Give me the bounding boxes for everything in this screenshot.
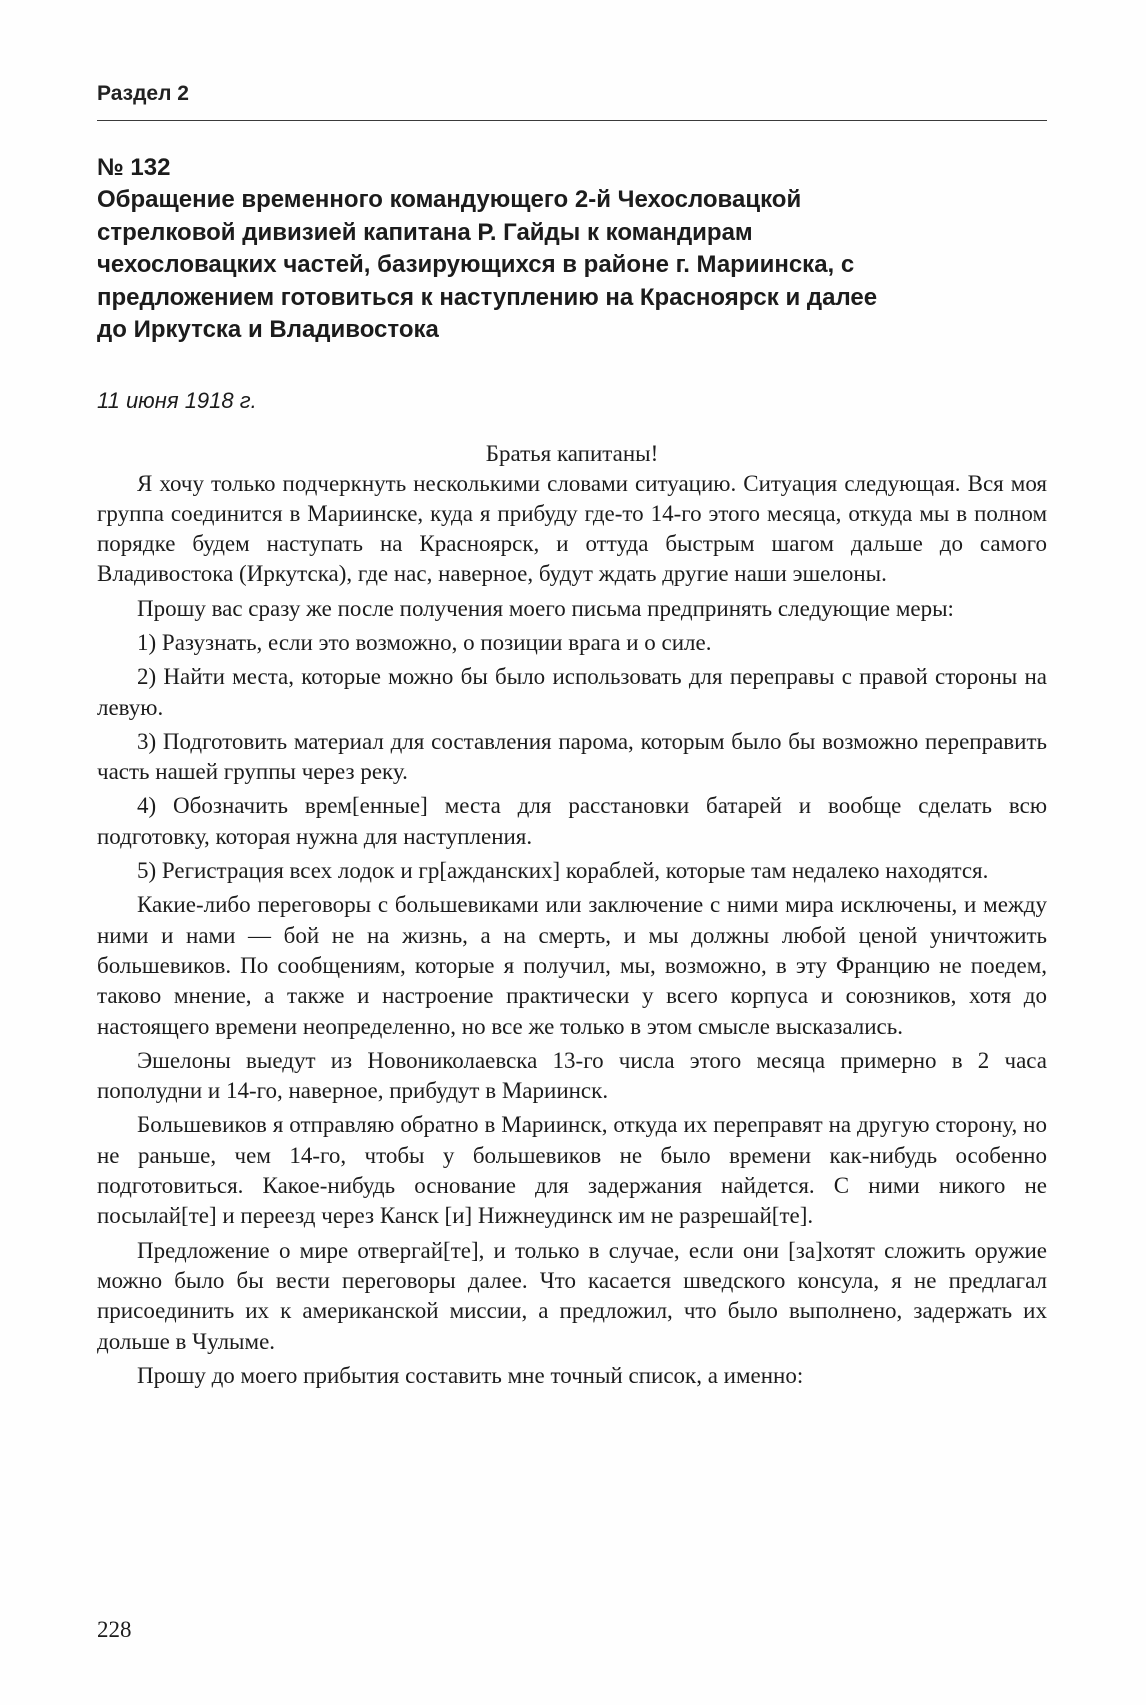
list-item: 2) Найти места, которые можно бы было использовать для переправы с правой стороны на левую. (97, 664, 1047, 720)
paragraph: Я хочу только подчеркнуть несколькими словами ситуацию. Ситуация следующая. Вся моя группа соединится в Мариинске, куда я прибуду где-то 14-го этого месяца, откуда мы в полном порядке будем наступать на Красноярск, и оттуда быстрым шагом дальше до самого Владивостока (Иркутска), где нас, наверное, будут ждать другие наши эшелоны. (97, 470, 1047, 587)
paragraph: Прошу вас сразу же после получения моего письма предпринять следующие меры: (137, 595, 954, 621)
page-number: 228 (97, 1617, 132, 1642)
list-item: 5) Регистрация всех лодок и гр[ажданских] кораблей, которые там недалеко находятся. (137, 858, 989, 884)
document-title: Обращение временного командующего 2-й Чехословацкой стрелковой дивизией капитана Р. Гайды к командирам чехословацких частей, базирующихся в районе г. Мариинска, с предложением готовиться к наступлению на Красноярск и далее до Иркутска и Владивостока (97, 186, 878, 343)
document-date: 11 июня 1918 г. (97, 387, 257, 413)
paragraph: Большевиков я отправляю обратно в Мариинск, откуда их переправят на другую сторону, но не раньше, чем 14-го, чтобы у большевиков не было времени как-нибудь особенно подготовиться. Какое-нибудь основание для задержания найдется. С ними никого не посылай[те] и переезд через Канск [и] Нижнеудинск им не разрешай[те]. (97, 1112, 1047, 1229)
document-number: № 132 (97, 154, 171, 181)
running-header (97, 80, 1047, 121)
list-item: 1) Разузнать, если это возможно, о позиции врага и о силе. (137, 629, 712, 655)
paragraph: Предложение о мире отвергай[те], и только в случае, если они [за]хотят сложить оружие можно было бы вести переговоры далее. Что касается шведского консула, я не предлагал присоединить их к американской миссии, а предложил, что было выполнено, задержать их дольше в Чулыме. (97, 1237, 1047, 1354)
salutation: Братья капитаны! (485, 440, 659, 466)
list-item: 4) Обозначить врем[енные] места для расстановки батарей и вообще сделать всю подготовку, которая нужна для наступления. (97, 793, 1047, 849)
list-item: 3) Подготовить материал для составления парома, которым было бы возможно переправить часть нашей группы через реку. (97, 728, 1047, 785)
paragraph: Какие-либо переговоры с большевиками или заключение с ними мира исключены, и между ними и нами — бой не на жизнь, а на смерть, и мы должны любой ценой уничтожить большевиков. По сообщениям, которые я получил, мы, возможно, в эту Францию не поедем, таково мнение, а также и настроение практически у всего корпуса и союзников, хотя до настоящего времени неопределенно, но все же только в этом смысле высказались. (97, 892, 1047, 1039)
document-body (97, 152, 1047, 1395)
paragraph: Эшелоны выедут из Новониколаевска 13-го числа этого месяца примерно в 2 часа пополудни и 14-го, наверное, прибудут в Мариинск. (97, 1047, 1047, 1104)
section-label: Раздел 2 (97, 82, 189, 105)
paragraph: Прошу до моего прибытия составить мне точный список, а именно: (137, 1362, 804, 1388)
